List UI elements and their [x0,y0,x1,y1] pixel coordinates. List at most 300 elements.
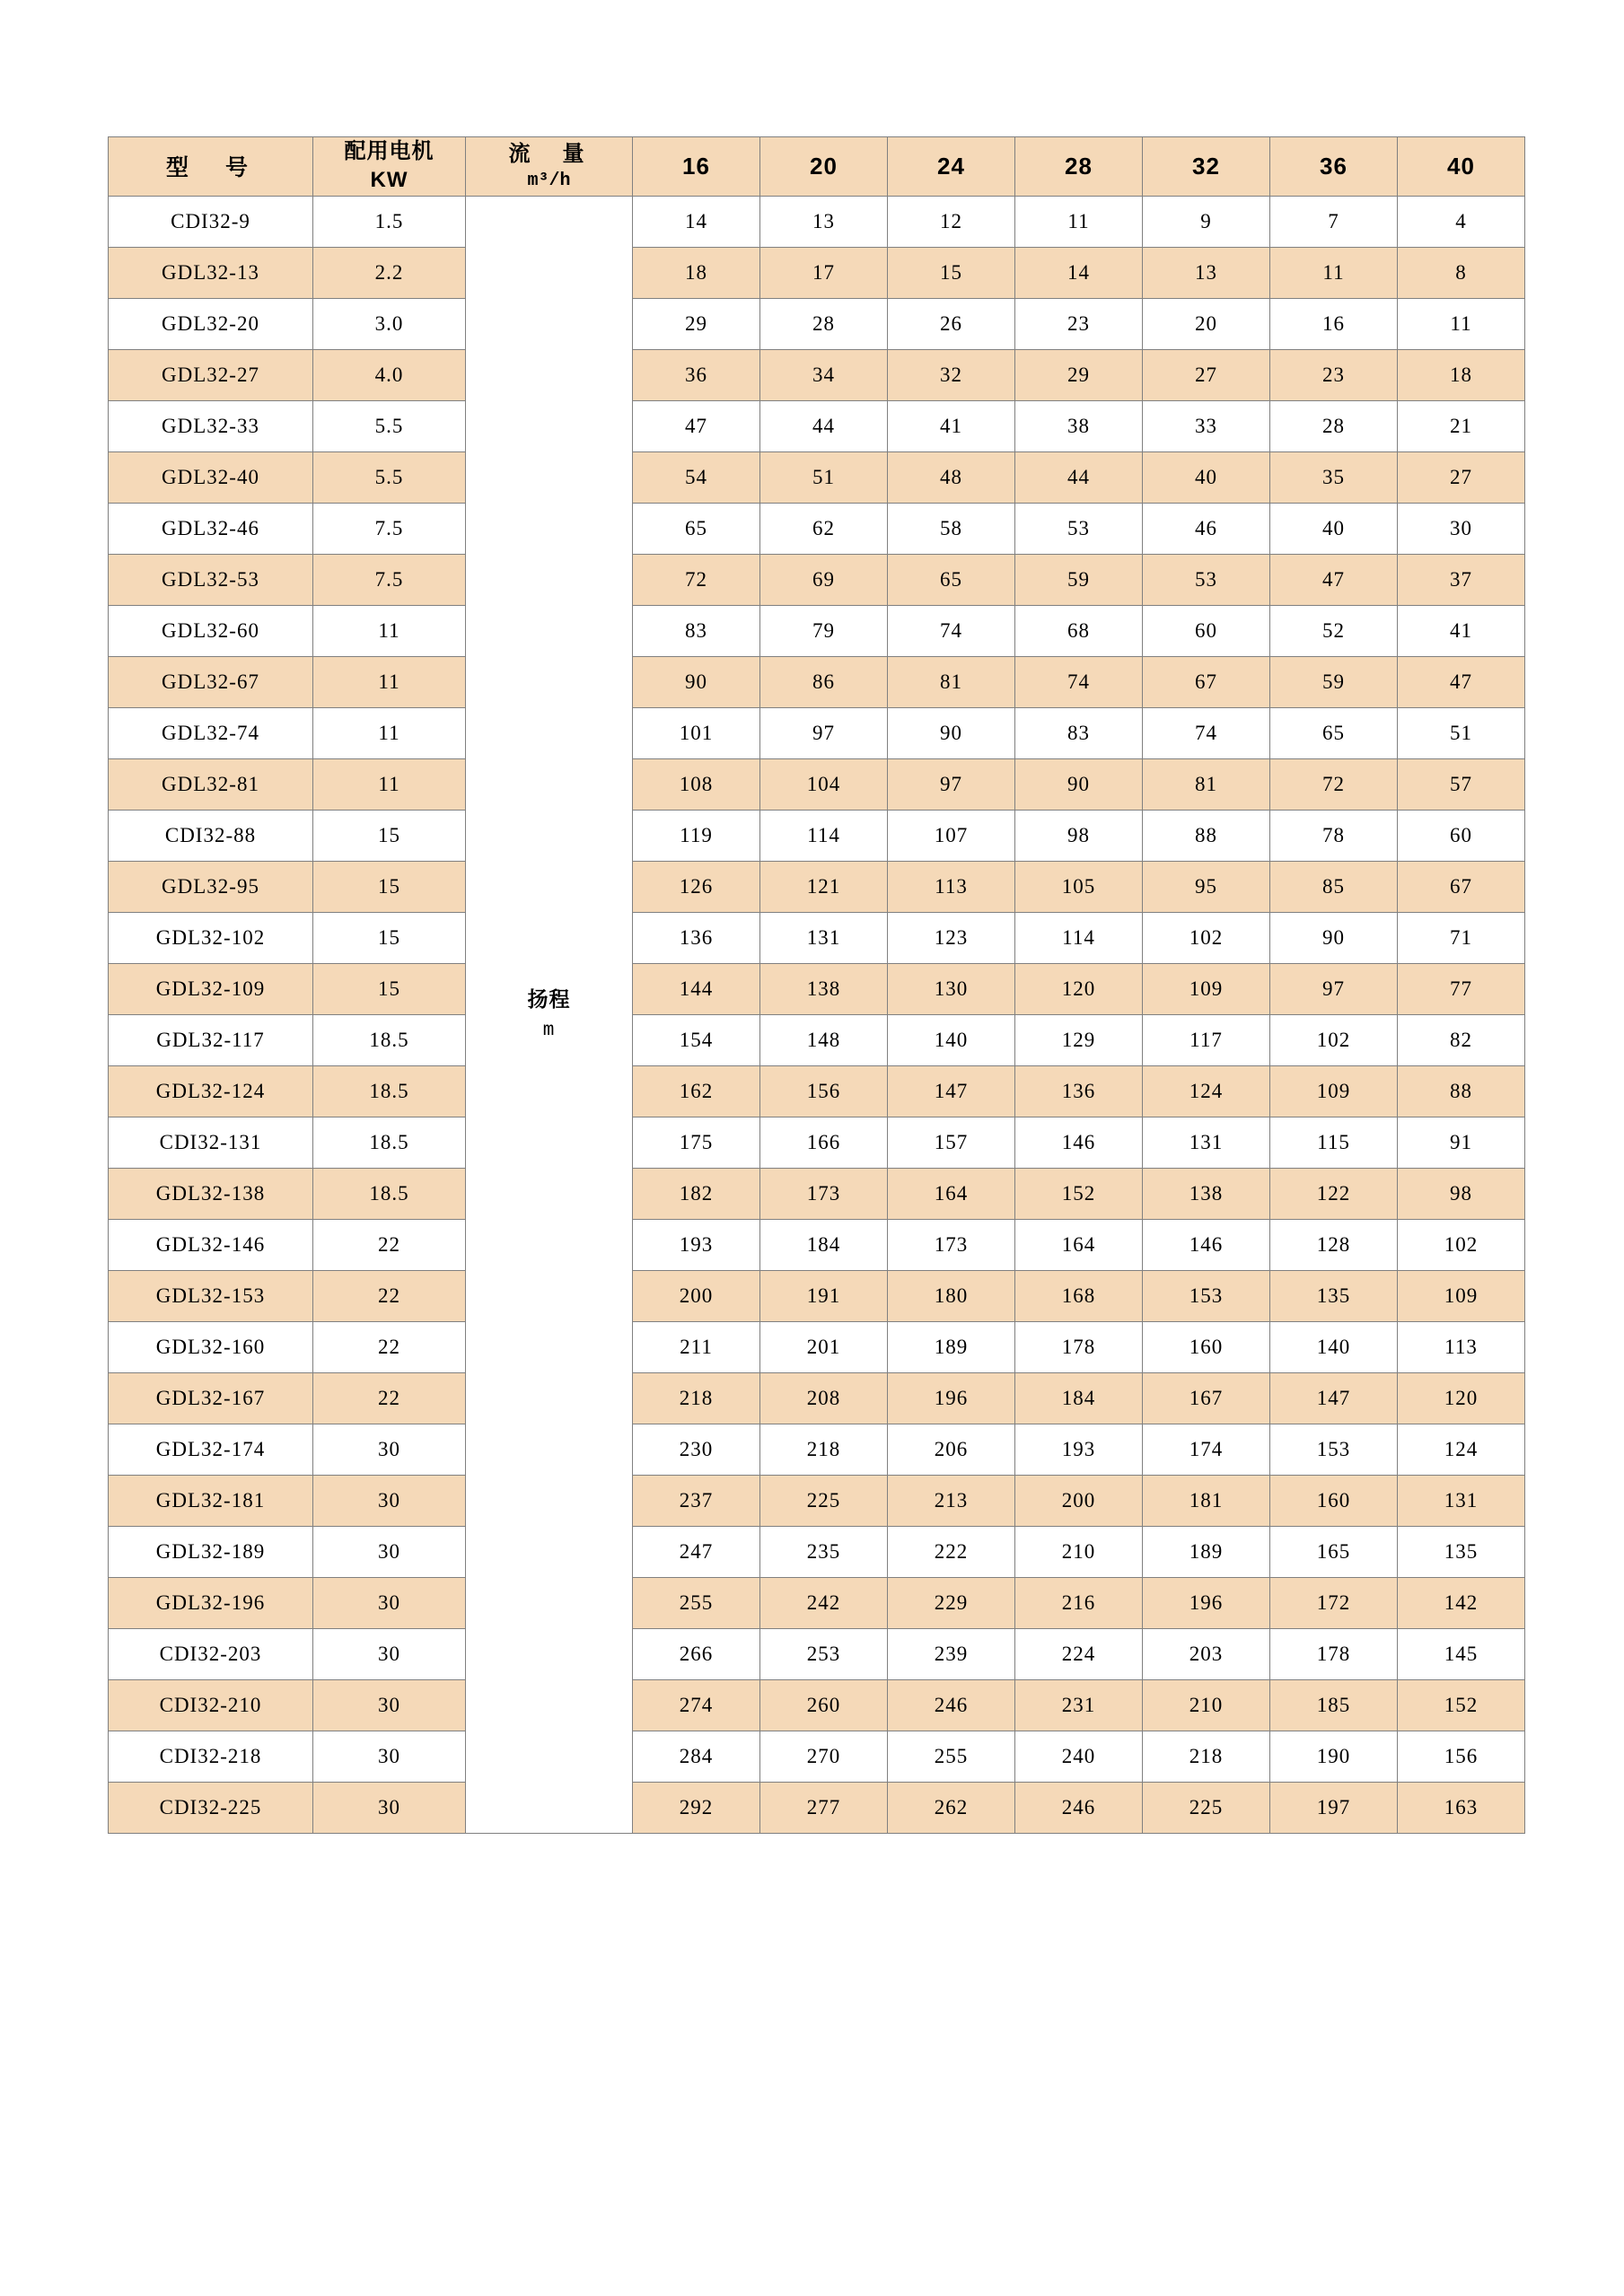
cell-head-value: 270 [760,1731,888,1782]
cell-head-value: 91 [1398,1117,1525,1168]
cell-head-value: 210 [1143,1679,1270,1731]
head-label-unit: m [542,1020,556,1041]
cell-head-value: 218 [633,1372,760,1424]
cell-head-value: 208 [760,1372,888,1424]
cell-head-value: 200 [1015,1475,1143,1526]
cell-model: GDL32-160 [109,1321,313,1372]
cell-model: CDI32-203 [109,1628,313,1679]
table-row [109,1731,1525,1782]
cell-motor-power: 18.5 [313,1014,466,1065]
cell-head-value: 60 [1143,605,1270,656]
cell-head-value: 135 [1398,1526,1525,1577]
cell-head-value: 14 [1015,247,1143,298]
cell-motor-power: 30 [313,1731,466,1782]
cell-model: GDL32-153 [109,1270,313,1321]
table-row [109,963,1525,1014]
cell-head-value: 62 [760,503,888,554]
cell-model: GDL32-174 [109,1424,313,1475]
pump-spec-table [108,136,1525,1834]
cell-model: GDL32-181 [109,1475,313,1526]
cell-head-value: 12 [888,196,1015,247]
cell-head-value: 30 [1398,503,1525,554]
cell-head-value: 140 [888,1014,1015,1065]
cell-head-value: 27 [1398,451,1525,503]
cell-head-value: 9 [1143,196,1270,247]
cell-head-value: 20 [1143,298,1270,349]
cell-head-value: 131 [760,912,888,963]
cell-head-value: 147 [1270,1372,1398,1424]
cell-head-value: 59 [1270,656,1398,707]
cell-head-value: 17 [760,247,888,298]
cell-motor-power: 5.5 [313,400,466,451]
table-row [109,1014,1525,1065]
cell-head-value: 138 [760,963,888,1014]
table-row [109,349,1525,400]
cell-head-value: 167 [1143,1372,1270,1424]
table-row [109,298,1525,349]
cell-head-value: 90 [1270,912,1398,963]
cell-head-value: 255 [888,1731,1015,1782]
cell-model: GDL32-124 [109,1065,313,1117]
cell-head-value: 11 [1015,196,1143,247]
table-row [109,656,1525,707]
cell-motor-power: 3.0 [313,298,466,349]
table-row [109,1270,1525,1321]
cell-head-value: 38 [1015,400,1143,451]
cell-head-value: 225 [760,1475,888,1526]
table-row [109,554,1525,605]
cell-head-value: 41 [888,400,1015,451]
header-flow-24: 24 [888,137,1015,197]
cell-head-value: 153 [1143,1270,1270,1321]
cell-head-value: 235 [760,1526,888,1577]
table-row [109,810,1525,861]
cell-head-value: 90 [1015,758,1143,810]
cell-head-value: 119 [633,810,760,861]
cell-head-value: 175 [633,1117,760,1168]
cell-head-value: 173 [888,1219,1015,1270]
cell-head-value: 81 [888,656,1015,707]
cell-model: GDL32-74 [109,707,313,758]
cell-head-value: 193 [1015,1424,1143,1475]
cell-head-value: 90 [633,656,760,707]
cell-motor-power: 30 [313,1679,466,1731]
header-flow-36: 36 [1270,137,1398,197]
cell-head-value: 71 [1398,912,1525,963]
cell-head-value: 145 [1398,1628,1525,1679]
cell-head-value: 189 [888,1321,1015,1372]
cell-head-value: 21 [1398,400,1525,451]
cell-head-value: 136 [633,912,760,963]
header-row [109,137,1525,197]
cell-head-value: 37 [1398,554,1525,605]
cell-head-value: 47 [1270,554,1398,605]
cell-head-value: 222 [888,1526,1015,1577]
table-row [109,912,1525,963]
cell-head-value: 47 [1398,656,1525,707]
cell-head-value: 131 [1398,1475,1525,1526]
cell-head-value: 122 [1270,1168,1398,1219]
cell-head-value: 138 [1143,1168,1270,1219]
cell-head-value: 29 [633,298,760,349]
cell-head-value: 53 [1015,503,1143,554]
cell-head-value: 190 [1270,1731,1398,1782]
cell-model: GDL32-189 [109,1526,313,1577]
table-row [109,1117,1525,1168]
cell-head-value: 260 [760,1679,888,1731]
cell-head-value: 163 [1398,1782,1525,1833]
cell-motor-power: 15 [313,861,466,912]
cell-head-value: 14 [633,196,760,247]
cell-head-value: 124 [1398,1424,1525,1475]
cell-head-value: 98 [1398,1168,1525,1219]
table-row [109,1065,1525,1117]
cell-head-value: 18 [633,247,760,298]
cell-head-value: 210 [1015,1526,1143,1577]
cell-head-value: 67 [1143,656,1270,707]
cell-model: GDL32-60 [109,605,313,656]
cell-head-value: 224 [1015,1628,1143,1679]
cell-head-value: 65 [1270,707,1398,758]
cell-motor-power: 18.5 [313,1168,466,1219]
cell-head-value: 83 [633,605,760,656]
table-row [109,1628,1525,1679]
cell-head-value: 86 [760,656,888,707]
cell-head-value: 154 [633,1014,760,1065]
table-row [109,1782,1525,1833]
cell-motor-power: 11 [313,605,466,656]
cell-head-value: 114 [760,810,888,861]
cell-head-value: 240 [1015,1731,1143,1782]
cell-head-value: 48 [888,451,1015,503]
cell-head-value: 16 [1270,298,1398,349]
cell-head-value: 13 [760,196,888,247]
cell-motor-power: 18.5 [313,1117,466,1168]
cell-head-value: 44 [760,400,888,451]
cell-head-value: 51 [760,451,888,503]
cell-head-value: 156 [760,1065,888,1117]
cell-head-value: 231 [1015,1679,1143,1731]
cell-head-value: 117 [1143,1014,1270,1065]
cell-head-value: 68 [1015,605,1143,656]
cell-model: CDI32-9 [109,196,313,247]
cell-model: GDL32-33 [109,400,313,451]
header-flow [466,137,633,197]
cell-head-value: 18 [1398,349,1525,400]
cell-head-value: 40 [1143,451,1270,503]
cell-head-value: 35 [1270,451,1398,503]
cell-head-value: 239 [888,1628,1015,1679]
cell-head-value: 102 [1143,912,1270,963]
header-flow-16: 16 [633,137,760,197]
cell-head-value: 131 [1143,1117,1270,1168]
cell-head-value: 181 [1143,1475,1270,1526]
cell-head-value: 173 [760,1168,888,1219]
cell-head-value: 120 [1015,963,1143,1014]
cell-head-value: 196 [888,1372,1015,1424]
cell-motor-power: 22 [313,1270,466,1321]
header-flow-32: 32 [1143,137,1270,197]
cell-head-value: 109 [1398,1270,1525,1321]
cell-head-value: 107 [888,810,1015,861]
cell-head-value: 237 [633,1475,760,1526]
cell-model: GDL32-53 [109,554,313,605]
cell-head-value: 203 [1143,1628,1270,1679]
cell-head-value: 7 [1270,196,1398,247]
cell-head-value: 72 [1270,758,1398,810]
cell-model: GDL32-81 [109,758,313,810]
table-row [109,451,1525,503]
cell-head-value: 113 [1398,1321,1525,1372]
cell-head-value: 88 [1398,1065,1525,1117]
cell-motor-power: 7.5 [313,554,466,605]
header-flow-unit: m³/h [527,171,571,192]
header-flow-20: 20 [760,137,888,197]
cell-model: GDL32-102 [109,912,313,963]
cell-model: GDL32-146 [109,1219,313,1270]
cell-head-value: 11 [1270,247,1398,298]
cell-motor-power: 15 [313,810,466,861]
cell-head-value: 147 [888,1065,1015,1117]
cell-head-value: 120 [1398,1372,1525,1424]
table-row [109,758,1525,810]
cell-head-value: 184 [760,1219,888,1270]
cell-motor-power: 2.2 [313,247,466,298]
cell-model: CDI32-225 [109,1782,313,1833]
cell-model: GDL32-67 [109,656,313,707]
cell-head-value: 200 [633,1270,760,1321]
cell-head-value: 69 [760,554,888,605]
cell-head-value: 129 [1015,1014,1143,1065]
cell-head-value: 47 [633,400,760,451]
table-row [109,503,1525,554]
cell-model: GDL32-138 [109,1168,313,1219]
cell-head-value: 174 [1143,1424,1270,1475]
cell-motor-power: 30 [313,1475,466,1526]
cell-head-value: 15 [888,247,1015,298]
cell-head-value: 81 [1143,758,1270,810]
cell-head-value: 182 [633,1168,760,1219]
cell-head-value: 146 [1143,1219,1270,1270]
cell-model: GDL32-27 [109,349,313,400]
cell-head-value: 98 [1015,810,1143,861]
cell-head-value: 65 [888,554,1015,605]
cell-head-value: 216 [1015,1577,1143,1628]
cell-head-value: 74 [1015,656,1143,707]
cell-head-value: 274 [633,1679,760,1731]
table-row [109,1219,1525,1270]
cell-head-value: 172 [1270,1577,1398,1628]
cell-model: CDI32-131 [109,1117,313,1168]
cell-model: CDI32-210 [109,1679,313,1731]
cell-head-value: 213 [888,1475,1015,1526]
cell-model: GDL32-167 [109,1372,313,1424]
cell-head-value: 97 [888,758,1015,810]
cell-head-value: 196 [1143,1577,1270,1628]
cell-head-value: 262 [888,1782,1015,1833]
cell-head-value: 29 [1015,349,1143,400]
cell-head-value: 85 [1270,861,1398,912]
cell-head-value: 34 [760,349,888,400]
cell-motor-power: 30 [313,1577,466,1628]
table-row [109,400,1525,451]
cell-model: CDI32-218 [109,1731,313,1782]
cell-head-value: 153 [1270,1424,1398,1475]
table-row [109,1526,1525,1577]
cell-head-value: 27 [1143,349,1270,400]
cell-head-value: 229 [888,1577,1015,1628]
header-flow-title: 流 量 [508,141,590,166]
cell-head-value: 178 [1270,1628,1398,1679]
cell-head-value: 157 [888,1117,1015,1168]
cell-model: GDL32-109 [109,963,313,1014]
cell-head-value: 218 [1143,1731,1270,1782]
cell-head-value: 44 [1015,451,1143,503]
cell-motor-power: 4.0 [313,349,466,400]
cell-motor-power: 15 [313,912,466,963]
cell-motor-power: 30 [313,1628,466,1679]
cell-head-value: 105 [1015,861,1143,912]
cell-head-value: 152 [1015,1168,1143,1219]
cell-head-value: 185 [1270,1679,1398,1731]
cell-head-value: 225 [1143,1782,1270,1833]
cell-head-value: 41 [1398,605,1525,656]
cell-model: CDI32-88 [109,810,313,861]
cell-head-value: 126 [633,861,760,912]
cell-head-value: 51 [1398,707,1525,758]
cell-head-value: 67 [1398,861,1525,912]
cell-head-value: 201 [760,1321,888,1372]
cell-head-value: 104 [760,758,888,810]
cell-head-value: 246 [888,1679,1015,1731]
table-row [109,1577,1525,1628]
cell-head-label [466,196,633,1833]
cell-head-value: 78 [1270,810,1398,861]
cell-head-value: 284 [633,1731,760,1782]
table-row [109,1424,1525,1475]
cell-head-value: 109 [1143,963,1270,1014]
cell-head-value: 247 [633,1526,760,1577]
cell-motor-power: 22 [313,1372,466,1424]
cell-head-value: 102 [1270,1014,1398,1065]
cell-motor-power: 7.5 [313,503,466,554]
cell-head-value: 178 [1015,1321,1143,1372]
cell-head-value: 140 [1270,1321,1398,1372]
cell-head-value: 88 [1143,810,1270,861]
cell-head-value: 33 [1143,400,1270,451]
cell-head-value: 74 [888,605,1015,656]
cell-head-value: 4 [1398,196,1525,247]
cell-head-value: 211 [633,1321,760,1372]
cell-head-value: 26 [888,298,1015,349]
cell-head-value: 255 [633,1577,760,1628]
cell-head-value: 54 [633,451,760,503]
cell-head-value: 189 [1143,1526,1270,1577]
cell-head-value: 53 [1143,554,1270,605]
cell-motor-power: 5.5 [313,451,466,503]
cell-head-value: 166 [760,1117,888,1168]
cell-head-value: 8 [1398,247,1525,298]
cell-head-value: 277 [760,1782,888,1833]
cell-head-value: 95 [1143,861,1270,912]
cell-head-value: 11 [1398,298,1525,349]
table-row [109,707,1525,758]
cell-head-value: 60 [1398,810,1525,861]
cell-head-value: 82 [1398,1014,1525,1065]
cell-head-value: 156 [1398,1731,1525,1782]
cell-head-value: 90 [888,707,1015,758]
cell-head-value: 124 [1143,1065,1270,1117]
cell-head-value: 59 [1015,554,1143,605]
cell-head-value: 180 [888,1270,1015,1321]
cell-head-value: 165 [1270,1526,1398,1577]
cell-head-value: 32 [888,349,1015,400]
table-row [109,1372,1525,1424]
cell-head-value: 193 [633,1219,760,1270]
cell-motor-power: 11 [313,707,466,758]
cell-head-value: 128 [1270,1219,1398,1270]
cell-head-value: 102 [1398,1219,1525,1270]
header-flow-28: 28 [1015,137,1143,197]
cell-head-value: 115 [1270,1117,1398,1168]
cell-head-value: 23 [1015,298,1143,349]
table-body [109,196,1525,1833]
cell-head-value: 148 [760,1014,888,1065]
cell-head-value: 23 [1270,349,1398,400]
cell-head-value: 135 [1270,1270,1398,1321]
cell-head-value: 136 [1015,1065,1143,1117]
cell-head-value: 164 [888,1168,1015,1219]
cell-motor-power: 30 [313,1424,466,1475]
cell-motor-power: 15 [313,963,466,1014]
cell-head-value: 242 [760,1577,888,1628]
cell-head-value: 144 [633,963,760,1014]
cell-head-value: 197 [1270,1782,1398,1833]
cell-head-value: 152 [1398,1679,1525,1731]
header-motor-power-line1: 配用电机 [344,139,435,163]
cell-model: GDL32-13 [109,247,313,298]
cell-head-value: 65 [633,503,760,554]
table-row [109,1679,1525,1731]
cell-model: GDL32-196 [109,1577,313,1628]
cell-head-value: 52 [1270,605,1398,656]
cell-head-value: 74 [1143,707,1270,758]
cell-head-value: 191 [760,1270,888,1321]
header-motor-power-line2: KW [370,168,408,193]
cell-motor-power: 18.5 [313,1065,466,1117]
cell-head-value: 28 [1270,400,1398,451]
cell-model: GDL32-95 [109,861,313,912]
cell-head-value: 146 [1015,1117,1143,1168]
cell-head-value: 101 [633,707,760,758]
header-flow-40: 40 [1398,137,1525,197]
cell-head-value: 79 [760,605,888,656]
cell-head-value: 292 [633,1782,760,1833]
cell-head-value: 77 [1398,963,1525,1014]
cell-head-value: 83 [1015,707,1143,758]
cell-head-value: 184 [1015,1372,1143,1424]
cell-head-value: 114 [1015,912,1143,963]
cell-head-value: 130 [888,963,1015,1014]
table-row [109,247,1525,298]
cell-head-value: 72 [633,554,760,605]
cell-head-value: 109 [1270,1065,1398,1117]
cell-motor-power: 30 [313,1782,466,1833]
cell-head-value: 160 [1270,1475,1398,1526]
cell-motor-power: 22 [313,1219,466,1270]
table-row [109,1475,1525,1526]
header-motor-power [313,137,466,197]
